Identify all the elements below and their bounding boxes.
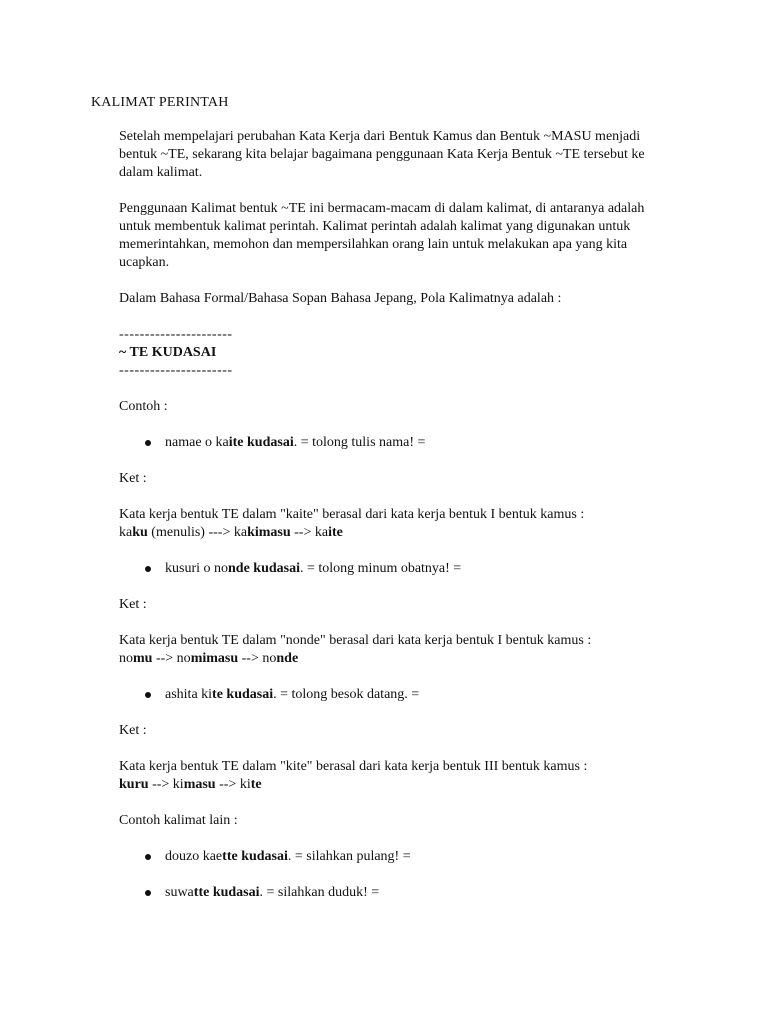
bullet-icon [145, 692, 151, 698]
example-item: ashita kite kudasai. = tolong besok datang. = [119, 686, 659, 704]
ket-label: Ket : [119, 723, 147, 738]
contoh-lain-label: Contoh kalimat lain : [119, 813, 238, 828]
bullet-icon [145, 440, 151, 446]
divider-bottom: ---------------------- [119, 363, 233, 378]
example-item: kusuri o nonde kudasai. = tolong minum obatnya! = [119, 560, 659, 578]
ket-label: Ket : [119, 471, 147, 486]
example-item: douzo kaette kudasai. = silahkan pulang! = [119, 848, 659, 866]
ket-label: Ket : [119, 597, 147, 612]
bullet-icon [145, 566, 151, 572]
ket-explanation: Kata kerja bentuk TE dalam "kite" berasal dari kata kerja bentuk III bentuk kamus : kuru --> kimasu --> kite [119, 759, 588, 792]
document-body [119, 128, 659, 902]
bullet-icon [145, 854, 151, 860]
intro-paragraph: Setelah mempelajari perubahan Kata Kerja dari Bentuk Kamus dan Bentuk ~MASU menjadi bentuk ~TE, sekarang kita belajar bagaimana penggunaan Kata Kerja Bentuk ~TE tersebut ke dalam kalimat. [119, 129, 645, 180]
contoh-label: Contoh : [119, 399, 168, 414]
pattern-heading: ~ TE KUDASAI [119, 345, 217, 360]
bullet-icon [145, 890, 151, 896]
ket-explanation: Kata kerja bentuk TE dalam "kaite" berasal dari kata kerja bentuk I bentuk kamus : kaku (menulis) ---> kakimasu --> kaite [119, 507, 585, 540]
page-title: KALIMAT PERINTAH [91, 95, 229, 110]
divider-top: ---------------------- [119, 327, 233, 342]
example-item: suwatte kudasai. = silahkan duduk! = [119, 884, 659, 902]
usage-paragraph: Penggunaan Kalimat bentuk ~TE ini bermacam-macam di dalam kalimat, di antaranya adalah untuk membentuk kalimat perintah. Kalimat perintah adalah kalimat yang digunakan untuk memerintahkan, memohon dan mempersilahkan orang lain untuk melakukan apa yang kita ucapkan. [119, 201, 645, 270]
example-item: namae o kaite kudasai. = tolong tulis nama! = [119, 434, 659, 452]
ket-explanation: Kata kerja bentuk TE dalam "nonde" berasal dari kata kerja bentuk I bentuk kamus : nomu --> nomimasu --> nonde [119, 633, 592, 666]
pattern-intro-paragraph: Dalam Bahasa Formal/Bahasa Sopan Bahasa Jepang, Pola Kalimatnya adalah : [119, 291, 562, 306]
